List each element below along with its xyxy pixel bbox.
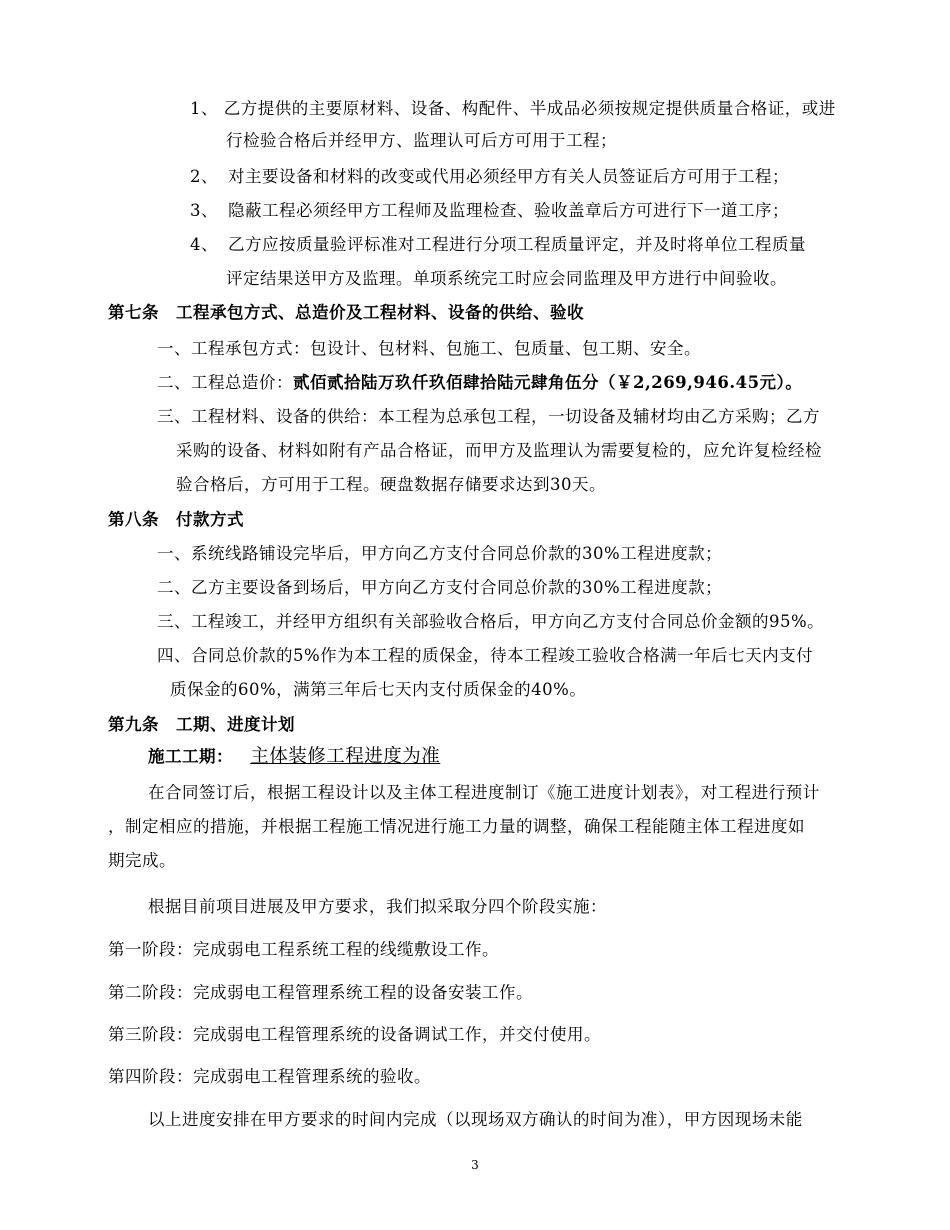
item-1-line-2: 行检验合格后并经甲方、监理认可后方可用于工程； [226, 131, 617, 150]
construction-period: 施工工期： 主体装修工程进度为准 [148, 746, 441, 767]
article-8-item-4-line-1: 四、合同总价款的5%作为本工程的质保金，待本工程竣工验收合格满一年后七天内支付 [157, 646, 814, 665]
page-number: 3 [471, 1158, 479, 1172]
article-8-item-2: 二、乙方主要设备到场后，甲方向乙方支付合同总价款的30%工程进度款； [157, 578, 723, 597]
article-9-para-1-line-3: 期完成。 [108, 851, 176, 870]
article-8-item-3: 三、工程竣工，并经甲方组织有关部验收合格后，甲方向乙方支付合同总价金额的95%。 [157, 612, 825, 631]
article-8-item-1: 一、系统线路铺设完毕后，甲方向乙方支付合同总价款的30%工程进度款； [157, 544, 723, 563]
article-9-para-1-line-2: ，制定相应的措施，并根据工程施工情况进行施工力量的调整，确保工程能随主体工程进度如 [108, 817, 805, 836]
item-4-line-1: 4、 乙方应按质量验评标准对工程进行分项工程质量评定，并及时将单位工程质量 [190, 235, 806, 254]
article-7-item-1: 一、工程承包方式：包设计、包材料、包施工、包质量、包工期、安全。 [157, 339, 701, 358]
item-2: 2、 对主要设备和材料的改变或代用必须经甲方有关人员签证后方可用于工程； [190, 167, 789, 186]
article-7-item-2: 二、工程总造价：贰佰贰拾陆万玖仟玖佰肆拾陆元肆角伍分（￥2,269,946.45元）。 [157, 373, 803, 392]
item-4-line-2: 评定结果送甲方及监理。单项系统完工时应会同监理及甲方进行中间验收。 [226, 269, 787, 288]
total-price: 贰佰贰拾陆万玖仟玖佰肆拾陆元肆角伍分（￥2,269,946.45元）。 [293, 373, 803, 392]
article-9-para-1-line-1: 在合同签订后，根据工程设计以及主体工程进度制订《施工进度计划表》，对工程进行预计 [148, 783, 820, 802]
phase-3: 第三阶段：完成弱电工程管理系统的设备调试工作，并交付使用。 [108, 1025, 601, 1044]
article-7-item-3-line-2: 采购的设备、材料如附有产品合格证，而甲方及监理认为需要复检的，应允许复检经检 [176, 441, 822, 460]
phase-1: 第一阶段：完成弱电工程系统工程的线缆敷设工作。 [108, 940, 499, 959]
closing-paragraph: 以上进度安排在甲方要求的时间内完成（以现场双方确认的时间为准），甲方因现场未能 [148, 1110, 803, 1129]
article-7-item-3-line-3: 验合格后，方可用于工程。硬盘数据存储要求达到30天。 [176, 475, 606, 494]
article-7-heading: 第七条 工程承包方式、总造价及工程材料、设备的供给、验收 [108, 303, 584, 322]
item-1-line-1: 1、 乙方提供的主要原材料、设备、构配件、半成品必须按规定提供质量合格证，或进 [190, 99, 836, 118]
article-8-heading: 第八条 付款方式 [108, 510, 244, 529]
phases-intro: 根据目前项目进展及甲方要求，我们拟采取分四个阶段实施： [148, 897, 607, 916]
article-8-item-4-line-2: 质保金的60%，满第三年后七天内支付质保金的40%。 [170, 680, 587, 699]
construction-period-value: 主体装修工程进度为准 [250, 746, 441, 767]
phase-4: 第四阶段：完成弱电工程管理系统的验收。 [108, 1067, 431, 1086]
phase-2: 第二阶段：完成弱电工程管理系统工程的设备安装工作。 [108, 983, 533, 1002]
article-9-heading: 第九条 工期、进度计划 [108, 715, 295, 734]
article-7-item-3-line-1: 三、工程材料、设备的供给：本工程为总承包工程，一切设备及辅材均由乙方采购；乙方 [157, 407, 820, 426]
item-3: 3、 隐蔽工程必须经甲方工程师及监理检查、验收盖章后方可进行下一道工序； [190, 201, 789, 220]
